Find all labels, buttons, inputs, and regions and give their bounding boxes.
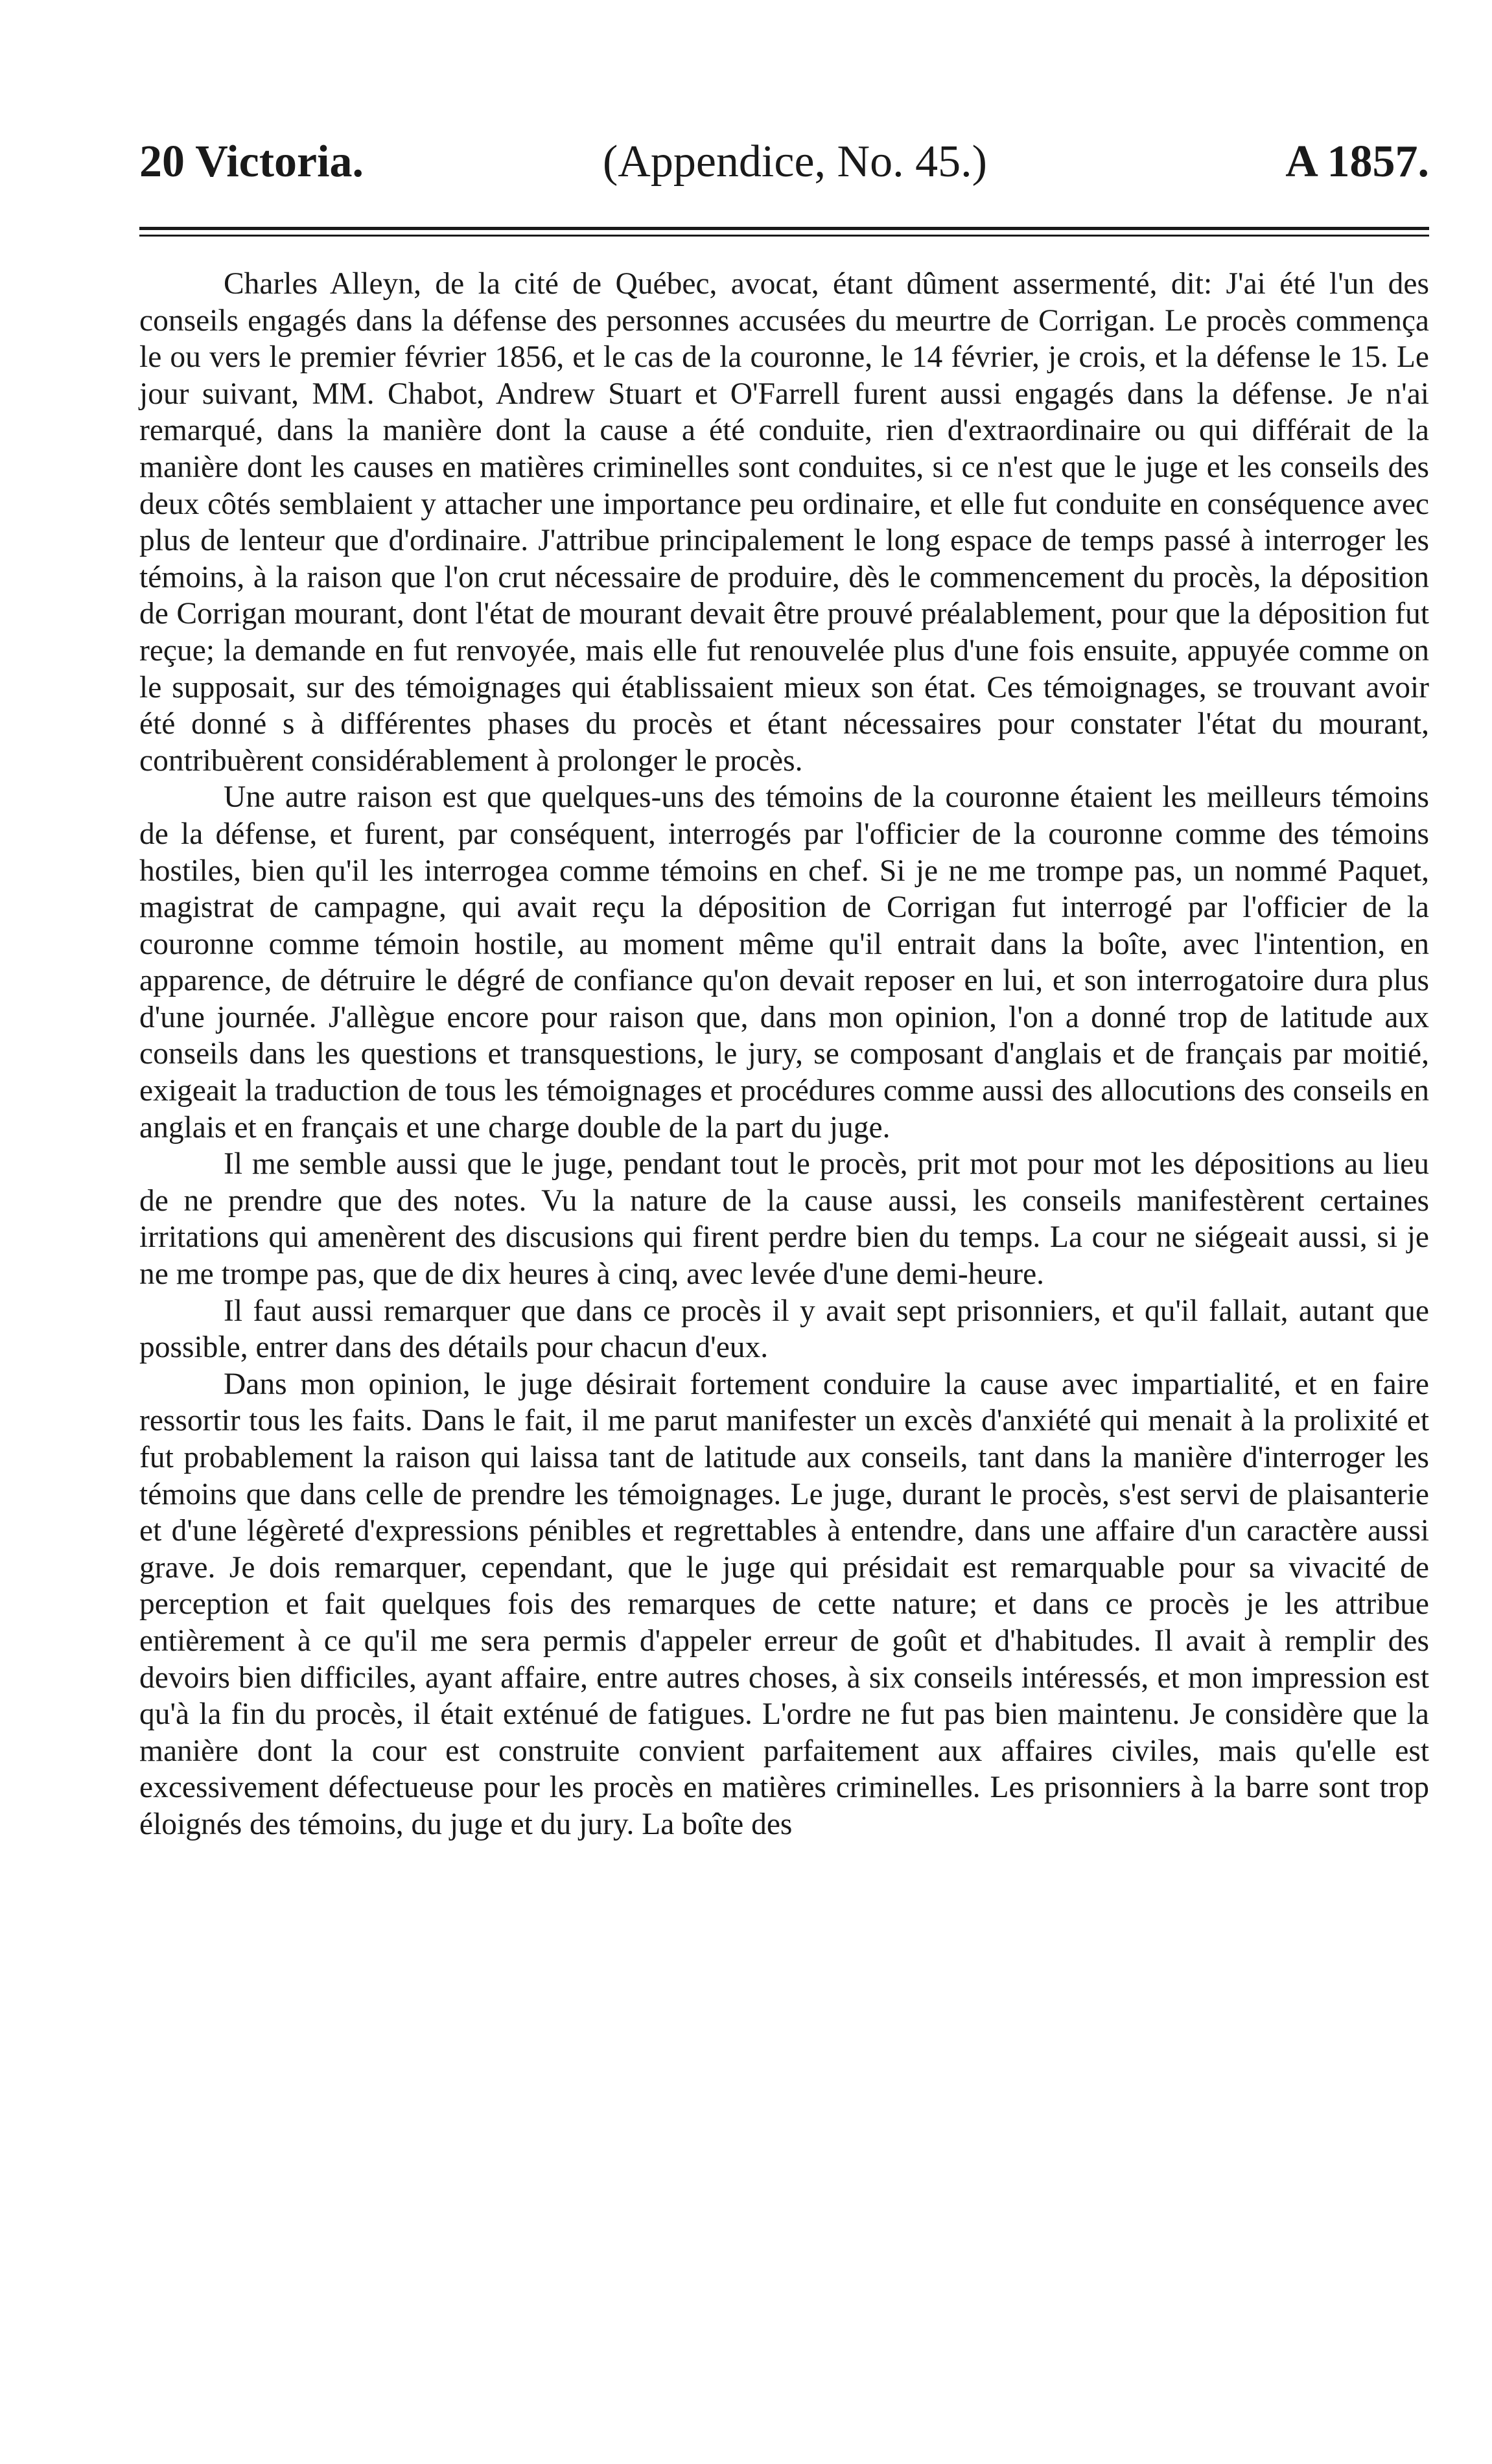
paragraph-depositions: Il me semble aussi que le juge, pendant tout le procès, prit mot pour mot les dépositions au lieu de ne prendre que des notes. Vu la nature de la cause aussi, les conseils manifestèrent certaines irritations qui amenèrent des discusions qui firent perdre bien du temps. La cour ne siégeait aussi, si je ne me trompe pas, que de dix heures à cinq, avec levée d'une demi-heure. (139, 1147, 1429, 1292)
body-text (139, 266, 1429, 1843)
paragraph-testimony-intro: Charles Alleyn, de la cité de Québec, avocat, étant dûment assermenté, dit: J'ai été l'un des conseils engagés dans la défense des personnes accusées du meurtre de Corrigan. Le procès commença le ou vers le premier février 1856, et le cas de la couronne, le 14 février, je crois, et la défense le 15. Le jour suivant, MM. Chabot, Andrew Stuart et O'Farrell furent aussi engagés dans la défense. Je n'ai remarqué, dans la manière dont la cause a été conduite, rien d'extraordinaire ou qui différait de la manière dont les causes en matières criminelles sont conduites, si ce n'est que le juge et les conseils des deux côtés semblaient y attacher une importance peu ordinaire, et elle fut conduite en conséquence avec plus de lenteur que d'ordinaire. J'attribue principalement le long espace de temps passé à interroger les témoins, à la raison que l'on crut nécessaire de produire, dès le commencement du procès, la déposition de Corrigan mourant, dont l'état de mourant devait être prouvé préalablement, pour que la déposition fut reçue; la demande en fut renvoyée, mais elle fut renouvelée plus d'une fois ensuite, appuyée comme on le supposait, sur des témoignages qui établissaient mieux son état. Ces témoignages, se trouvant avoir été donné s à différentes phases du procès et étant nécessaires pour constater l'état du mourant, contribuèrent considérablement à prolonger le procès. (139, 267, 1429, 778)
header-year: A 1857. (1285, 137, 1429, 187)
running-header (139, 133, 1429, 191)
header-appendix: (Appendice, No. 45.) (603, 137, 987, 187)
header-session: 20 Victoria. (139, 137, 364, 187)
paragraph-judge-opinion: Dans mon opinion, le juge désirait fortement conduire la cause avec impartialité, et en faire ressortir tous les faits. Dans le fait, il me parut manifester un excès d'anxiété qui menait à la prolixité et fut probablement la raison qui laissa tant de latitude aux conseils, tant dans la manière d'interroger les témoins que dans celle de prendre les témoignages. Le juge, durant le procès, s'est servi de plaisanterie et d'une légèreté d'expressions pénibles et regrettables à entendre, dans une affaire d'un caractère aussi grave. Je dois remarquer, cependant, que le juge qui présidait est remarquable pour sa vivacité de perception et fait quelques fois des remarques de cette nature; et dans ce procès je les attribue entièrement à ce qu'il me sera permis d'appeler erreur de goût et d'habitudes. Il avait à remplir des devoirs bien difficiles, ayant affaire, entre autres choses, à six conseils intéressés, et mon impression est qu'à la fin du procès, il était exténué de fatigues. L'ordre ne fut pas bien maintenu. Je considère que la manière dont la cour est construite convient parfaitement aux affaires civiles, mais qu'elle est excessivement défectueuse pour les procès en matières criminelles. Les prisonniers à la barre sont trop éloignés des témoins, du juge et du jury. La boîte des (139, 1367, 1429, 1841)
header-rule-thin (139, 235, 1429, 237)
paragraph-hostile-witnesses: Une autre raison est que quelques-uns des témoins de la couronne étaient les meilleurs témoins de la défense, et furent, par conséquent, interrogés par l'officier de la couronne comme des témoins hostiles, bien qu'il les interrogea comme témoins en chef. Si je ne me trompe pas, un nommé Paquet, magistrat de campagne, qui avait reçu la déposition de Corrigan fut interrogé par l'officier de la couronne comme témoin hostile, au moment même qu'il entrait dans la boîte, avec l'intention, en apparence, de détruire le dégré de confiance qu'on devait reposer en lui, et son interrogatoire dura plus d'une journée. J'allègue encore pour raison que, dans mon opinion, l'on a donné trop de latitude aux conseils dans les questions et transquestions, le jury, se composant d'anglais et de français par moitié, exigeait la traduction de tous les témoignages et procédures comme aussi des allocutions des conseils en anglais et en français et une charge double de la part du juge. (139, 780, 1429, 1145)
header-rule-thick (139, 227, 1429, 230)
paragraph-seven-prisoners: Il faut aussi remarquer que dans ce procès il y avait sept prisonniers, et qu'il fallait, autant que possible, entrer dans des détails pour chacun d'eux. (139, 1294, 1429, 1365)
